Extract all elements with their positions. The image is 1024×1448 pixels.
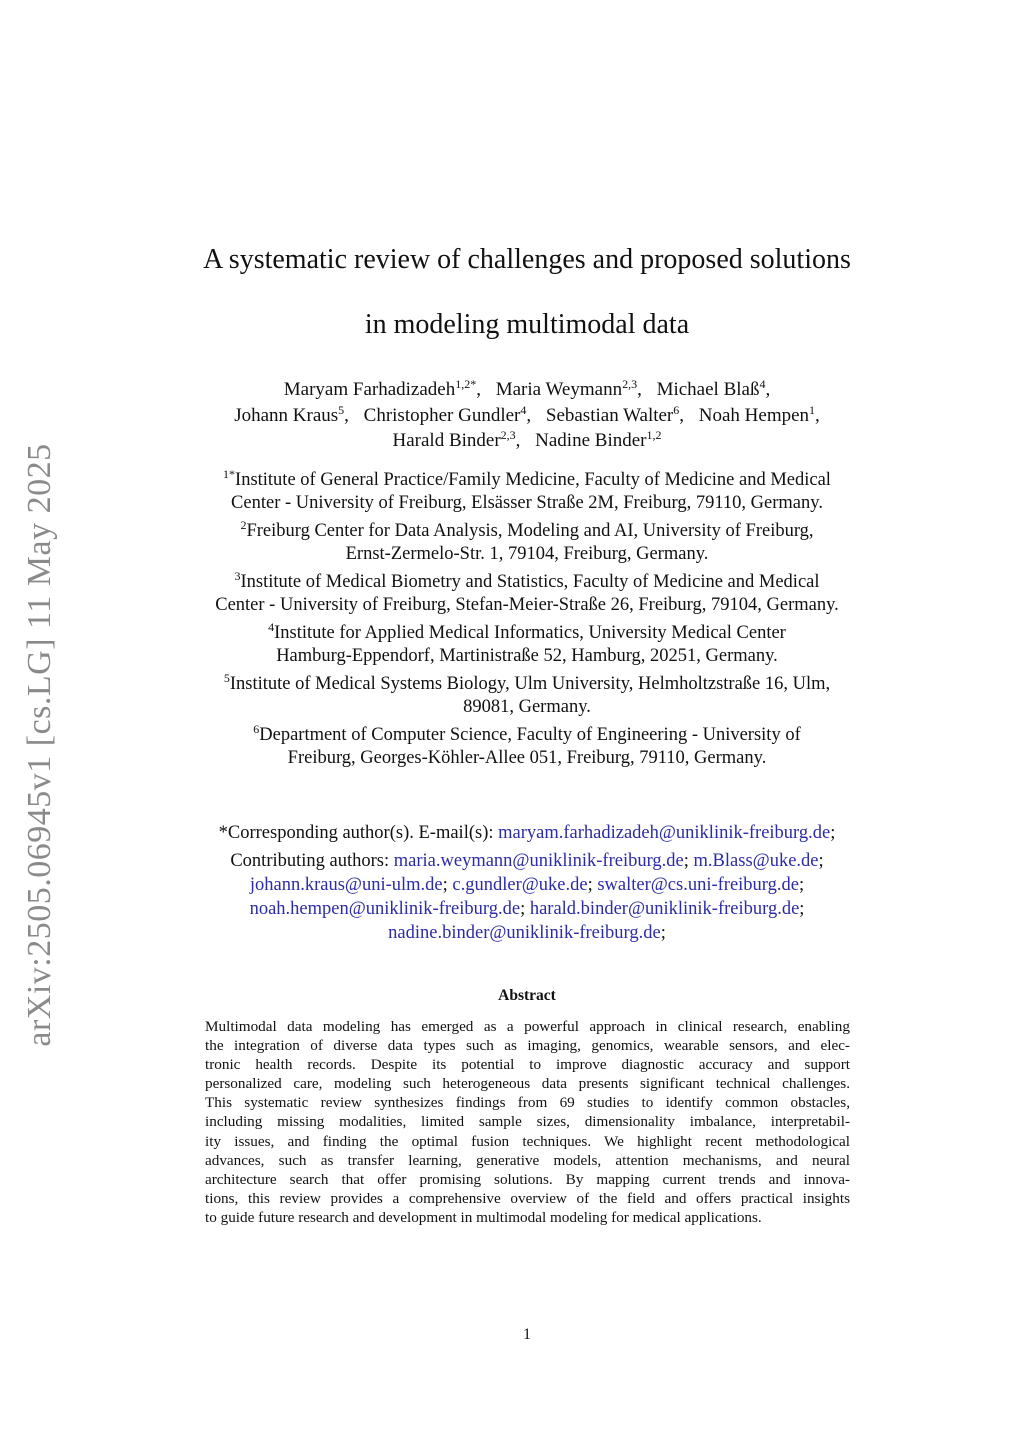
author: Nadine Binder$^{1,2}$ xyxy=(535,428,662,451)
abstract-line: advances, such as transfer learning, generative models, attention mechanisms, and neural xyxy=(205,1151,850,1169)
paper-title-line-2: in modeling multimodal data xyxy=(364,309,690,340)
author: Noah Hempen$^1$, xyxy=(698,402,820,426)
email-link[interactable]: maria.weymann@uniklinik-freiburg.de xyxy=(393,851,684,871)
affiliation: $^6$Department of Computer Science, Faculty of Engineering - University of Freiburg, Georges-Köhler-Allee 051, Freiburg, 79110, Germany. xyxy=(253,722,801,768)
author: Maria Weymann$^{2,3}$, xyxy=(495,377,642,400)
email-link[interactable]: harald.binder@uniklinik-freiburg.de xyxy=(529,899,800,919)
arxiv-stamp: arXiv:2505.06945v1 [cs.LG] 11 May 2025 xyxy=(21,443,58,1047)
abstract-body xyxy=(205,1017,850,1227)
author: Michael Blaß$^4$, xyxy=(656,377,771,400)
corresponding-label: *Corresponding author(s). E-mail(s): xyxy=(218,823,494,843)
affiliation: $^2$Freiburg Center for Data Analysis, Modeling and AI, University of Freiburg, Ernst-Zermelo-Str. 1, 79104, Freiburg, Germany. xyxy=(240,518,814,564)
contributing-label: Contributing authors: xyxy=(230,851,390,871)
paper-title-line-1: A systematic review of challenges and proposed solutions xyxy=(203,244,851,275)
affiliation: $^3$Institute of Medical Biometry and Statistics, Faculty of Medicine and Medical Center - University of Freiburg, Stefan-Meier-Straße 26, Freiburg, 79104, Germany. xyxy=(215,569,839,615)
affiliation: $^5$Institute of Medical Systems Biology, Ulm University, Helmholtzstraße 16, Ulm, 89081, Germany. xyxy=(223,671,831,717)
author-line xyxy=(140,377,914,403)
affiliation: $^{1*}$Institute of General Practice/Family Medicine, Faculty of Medicine and Medical Center - University of Freiburg, Elsässer Straße 2M, Freiburg, 79110, Germany. xyxy=(223,467,831,513)
abstract-line: the integration of diverse data types such as imaging, genomics, wearable sensors, and elec- xyxy=(205,1037,850,1055)
email-link[interactable]: johann.kraus@uni-ulm.de xyxy=(249,875,443,895)
author-line xyxy=(140,403,914,429)
author: Sebastian Walter$^6$, xyxy=(545,402,685,426)
abstract-line: tions, this review provides a comprehensive overview of the field and offers practical insights xyxy=(205,1189,850,1207)
affiliation: $^4$Institute for Applied Medical Informatics, University Medical Center Hamburg-Eppendorf, Martinistraße 52, Hamburg, 20251, Germany. xyxy=(268,620,786,666)
abstract-line: This systematic review synthesizes findings from 69 studies to identify common obstacles, xyxy=(205,1094,850,1112)
abstract-line: to guide future research and development in multimodal modeling for medical applications. xyxy=(205,1208,762,1226)
author: Maryam Farhadizadeh$^{1,2*}$, xyxy=(283,377,481,400)
author: Johann Kraus$^5$, xyxy=(234,402,349,426)
author: Harald Binder$^{2,3}$, xyxy=(392,428,521,451)
abstract-heading: Abstract xyxy=(498,987,556,1004)
author-list xyxy=(140,377,914,454)
abstract-line: ity issues, and finding the optimal fusion techniques. We highlight recent methodological xyxy=(205,1132,850,1150)
abstract-line: personalized care, modeling such heterogeneous data presents significant technical challenges. xyxy=(205,1075,850,1093)
affiliation-list xyxy=(150,469,904,775)
email-link[interactable]: nadine.binder@uniklinik-freiburg.de xyxy=(388,923,661,943)
author-line xyxy=(140,428,914,454)
email-link[interactable]: c.gundler@uke.de xyxy=(452,875,588,895)
email-link[interactable]: m.Blass@uke.de xyxy=(693,851,819,871)
author: Christopher Gundler$^4$, xyxy=(363,402,532,426)
correspondence-block: *Corresponding author(s). E-mail(s): maryam.farhadizadeh@uniklinik-freiburg.de; Contributing authors: maria.weymann@uniklinik-freiburg.de; m.Blass@uke.de; johann.kraus@uni-ulm.de; c.gundler@uke.de; swalter@cs.uni-freiburg.de; noah.hempen@uniklinik-freiburg.de; harald.binder@uniklinik-freiburg.de; nadine.binder@uniklinik-freiburg.de; xyxy=(218,823,836,943)
abstract-line: architecture search that offer promising solutions. By mapping current trends and innova- xyxy=(205,1170,850,1188)
email-link[interactable]: maryam.farhadizadeh@uniklinik-freiburg.de xyxy=(498,823,831,843)
abstract-line: tronic health records. Despite its potential to improve diagnostic accuracy and support xyxy=(205,1056,850,1074)
abstract-line: including missing modalities, limited sample sizes, dimensionality imbalance, interpretabil- xyxy=(205,1113,850,1131)
abstract-line: Multimodal data modeling has emerged as a powerful approach in clinical research, enabling xyxy=(205,1018,850,1035)
email-link[interactable]: swalter@cs.uni-freiburg.de xyxy=(597,875,799,895)
email-link[interactable]: noah.hempen@uniklinik-freiburg.de xyxy=(249,899,521,919)
page-number: 1 xyxy=(523,1326,531,1343)
